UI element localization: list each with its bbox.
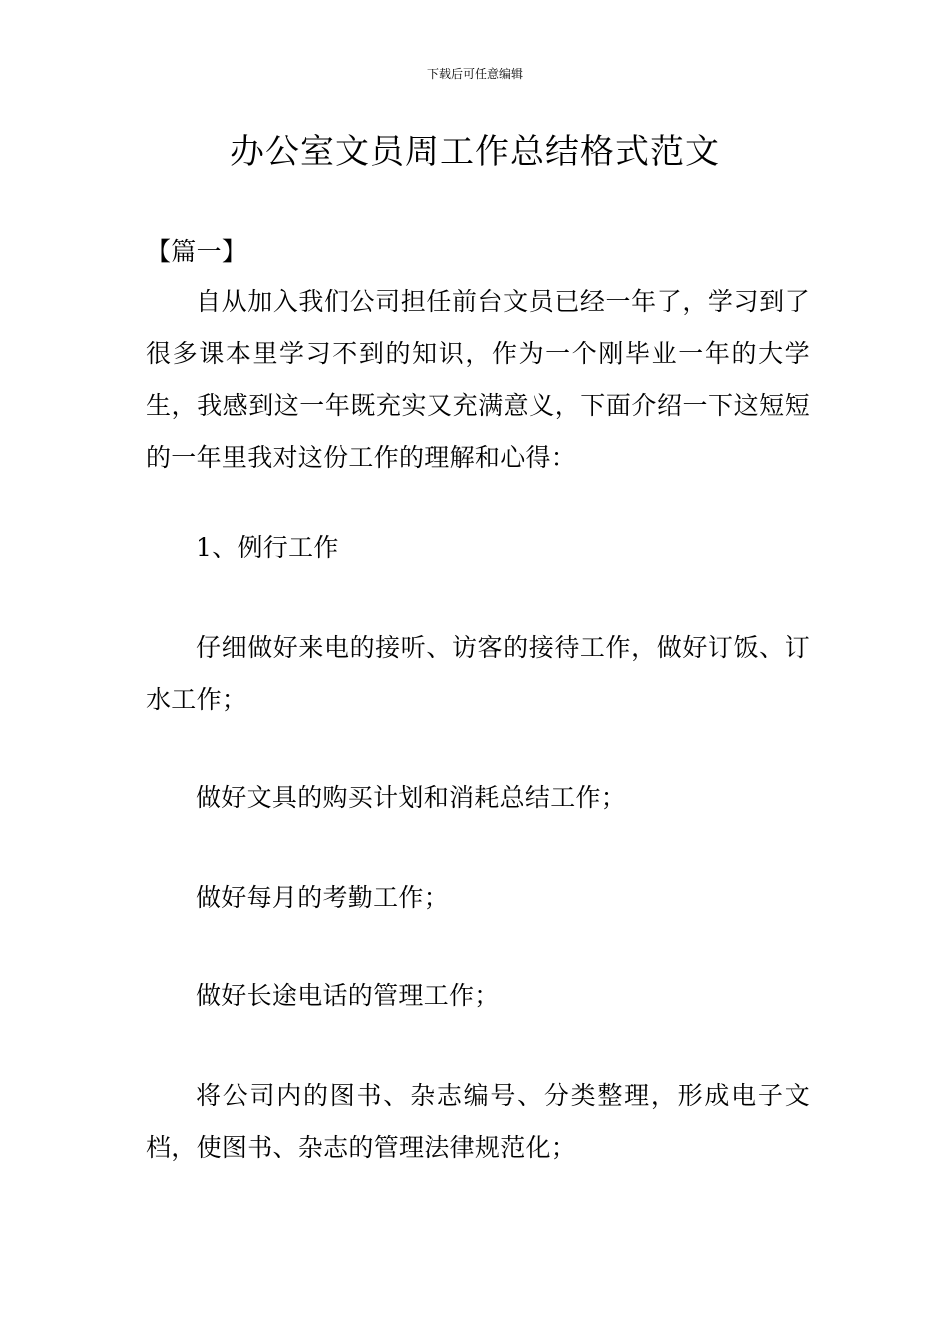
paragraph-calls-visitors: 仔细做好来电的接听、访客的接待工作，做好订饭、订水工作；	[146, 633, 810, 714]
paragraph-long-distance-calls: 做好长途电话的管理工作；	[196, 981, 500, 1010]
paragraph-books-magazines: 将公司内的图书、杂志编号、分类整理，形成电子文档，使图书、杂志的管理法律规范化；	[146, 1081, 810, 1162]
section-label: 【篇一】	[146, 237, 248, 266]
header-note: 下载后可任意编辑	[426, 67, 523, 81]
paragraph-attendance: 做好每月的考勤工作；	[196, 883, 450, 912]
paragraph-intro: 自从加入我们公司担任前台文员已经一年了，学习到了很多课本里学习不到的知识，作为一个刚毕业一年的大学生，我感到这一年既充实又充满意义，下面介绍一下这短短的一年里我对这份工作的理解和心得：	[146, 287, 810, 472]
paragraph-stationery: 做好文具的购买计划和消耗总结工作；	[196, 783, 627, 812]
paragraph-heading-routine-work: 1、例行工作	[196, 533, 339, 562]
document-title: 办公室文员周工作总结格式范文	[230, 132, 720, 172]
